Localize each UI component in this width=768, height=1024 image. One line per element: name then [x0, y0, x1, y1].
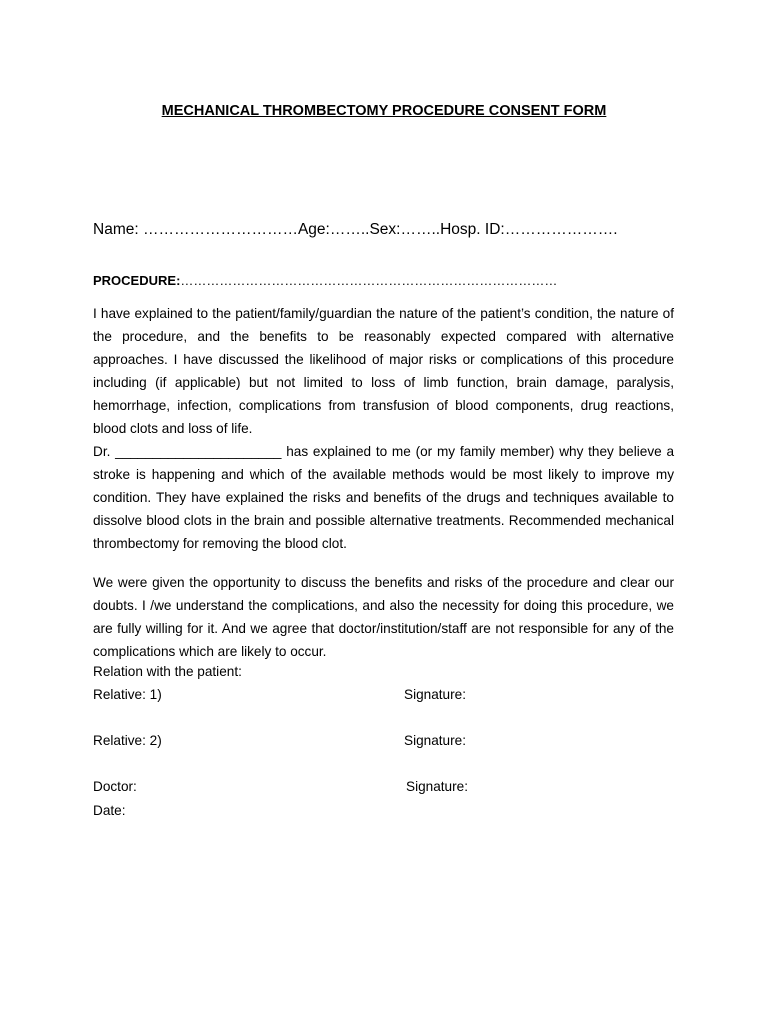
consent-paragraph: We were given the opportunity to discuss the benefits and risks of the procedure and clear our doubts. I /we understand the complications, and also the necessity for doing this procedure, we are fully willing for it. And we agree that doctor/institution/staff are not responsible for any of the complications which are likely to occur. [93, 575, 674, 659]
patient-info-line: Name: …………………………Age:……..Sex:……..Hosp. ID:…………………. [93, 221, 618, 238]
explanation-paragraph: I have explained to the patient/family/guardian the nature of the patient’s condition, the nature of the procedure, and the benefits to be reasonably expected compared with alternative approaches. I have discussed the likelihood of major risks or complications of this procedure including (if applicable) but not limited to loss of limb function, brain damage, paralysis, hemorrhage, infection, complications from transfusion of blood components, drug reactions, blood clots and loss of life. [93, 306, 674, 436]
relative-1-signature-label: Signature: [404, 687, 466, 702]
date-label: Date: [93, 803, 126, 818]
relative-2-label: Relative: 2) [93, 733, 162, 748]
procedure-label: PROCEDURE: [93, 273, 181, 288]
relative-1-label: Relative: 1) [93, 687, 162, 702]
relation-label: Relation with the patient: [93, 664, 242, 679]
procedure-value: …………………………………………………………………………… [180, 273, 558, 288]
doctor-signature-label: Signature: [406, 779, 468, 794]
form-title: MECHANICAL THROMBECTOMY PROCEDURE CONSENT FORM [161, 103, 607, 119]
procedure-line [93, 273, 557, 288]
doctor-statement-paragraph: Dr. ______________________ has explained to me (or my family member) why they believe a stroke is happening and which of the available methods would be most likely to improve my condition. They have explained the risks and benefits of the drugs and techniques available to dissolve blood clots in the brain and possible alternative treatments. Recommended mechanical thrombectomy for removing the blood clot. [93, 444, 674, 551]
doctor-label: Doctor: [93, 779, 137, 794]
relative-2-signature-label: Signature: [404, 733, 466, 748]
